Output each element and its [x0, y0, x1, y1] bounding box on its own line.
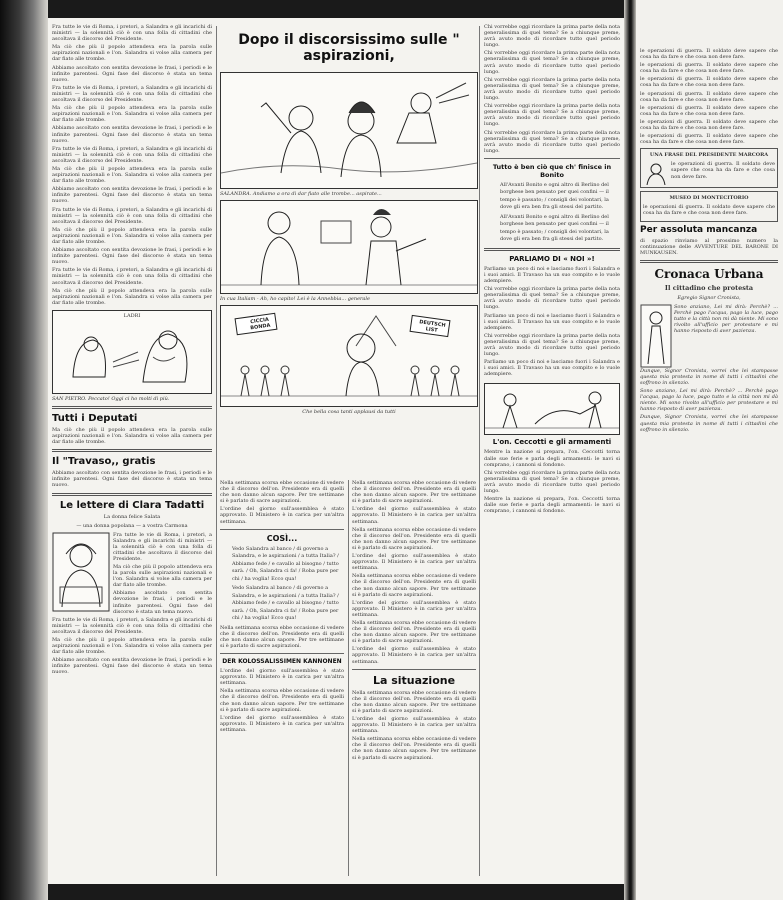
letter-body-1: Sono anziano, Lei mi dirà: Perchè? ... Perchè pago l'acqua, pago la luce, pago tutto e la città non mi dà niente. Mi sono rivolto all'ufficio per protestare e mi hanno risposto di aver pazienza.	[674, 303, 778, 335]
center-body-3: Nella settimana scorsa ebbe occasione di vedere che il discorso dell'on. Presidente era di quelli che non danno alcun sapore. Per tre settimane si è parlato di sacre aspirazioni.	[352, 526, 476, 551]
parliamo-body-4: Chi vorrebbe oggi ricordare la prima parte della nota generalissima di quel tema? Se a chiunque preme, avrà avuto modo di ricordare tutto quel periodo lungo.	[484, 332, 620, 358]
lettere-body-3: Abbiamo ascoltato con sentita devozione le frasi, i periodi e le infinite parentesi. Ogni fase del discorso è stata un tema nuovo.	[113, 590, 212, 615]
museo-box	[640, 191, 778, 221]
left-body-1b: Fra tutte le vie di Roma, i pretori, a Salandra e gli incarichi di ministri — la solennità ciò è con una folla di cittadini che ascoltava il discorso del Presidente.	[52, 84, 212, 104]
left-column	[52, 24, 212, 878]
facing-page	[636, 0, 783, 900]
page-gutter	[624, 0, 636, 900]
left-body-2e: Ma ciò che più il popolo attendeva era la parola sulle aspirazioni nazionali e l'on. Salandra si volse alla camera per dar fiato alle trombe.	[52, 287, 212, 306]
facing-column	[640, 48, 778, 894]
tutti-deputati-heading: Tutti i Deputati	[52, 412, 138, 424]
ceccotti-heading: L'on. Ceccotti e gli armamenti	[492, 438, 612, 447]
left-body-2b: Ma ciò che più il popolo attendeva era la parola sulle aspirazioni nazionali e l'on. Salandra si volse alla camera per dar fiato alle trombe.	[52, 105, 212, 124]
right-body-1: Chi vorrebbe oggi ricordare la prima parte della nota generalissima di quel tema? Se a chiunque preme, avrà avuto modo di ricordare tutto quel periodo lungo.	[484, 24, 620, 49]
middle-body-6: L'ordine del giorno sull'assemblea è stato approvato. Il Ministero è in carica per un'altra settimana.	[220, 714, 344, 733]
center-body-8: L'ordine del giorno sull'assemblea è stato approvato. Il Ministero è in carica per un'altra settimana.	[352, 646, 476, 665]
cittadino-drawing	[640, 304, 672, 368]
center-body-1: Nella settimana scorsa ebbe occasione di vedere che il discorso dell'on. Presidente era di quelli che non danno alcun sapore. Per tre settimane si è parlato di sacre aspirazioni.	[352, 480, 476, 505]
parliamo-heading: PARLIAMO DI « NOI »!	[509, 254, 595, 263]
center-body-7: Nella settimana scorsa ebbe occasione di vedere che il discorso dell'on. Presidente era di quelli che non danno alcun sapore. Per tre settimane si è parlato di sacre aspirazioni.	[352, 619, 476, 645]
facing-body-1: le operazioni di guerra. Il soldato deve sapere che cosa ha da fare e che cosa non deve fare.	[640, 48, 778, 61]
cartoon-caption-3: Che bella cosa tanti applausi da tutti	[302, 409, 396, 415]
parliamo-body-1: Parliamo un poco di noi e lasciamo fuori i Salandra e i suoi amici. Il Travaso ha un suo compito e lo vuole adempiere.	[484, 265, 620, 285]
lettere-heading: Le lettere di Clara Tadatti	[59, 499, 205, 511]
left-body-2d: Ma ciò che più il popolo attendeva era la parola sulle aspirazioni nazionali e l'on. Salandra si volse alla camera per dar fiato alle trombe.	[52, 226, 212, 245]
lettere-sub: La donna felice Salata	[103, 513, 161, 520]
main-title: Dopo il discorsissimo sulle " aspirazioni,	[238, 32, 460, 64]
museo-body: le operazioni di guerra. Il soldato deve sapere che cosa ha da fare e che cosa non deve fare.	[643, 204, 775, 217]
middle-body-1: Nella settimana scorsa ebbe occasione di vedere che il discorso dell'on. Presidente era di quelli che non danno alcun sapore. Per tre settimane si è parlato di sacre aspirazioni.	[220, 480, 344, 505]
left-body-2: Ma ciò che più il popolo attendeva era la parola sulle aspirazioni nazionali e l'on. Salandra si volse alla camera per dar fiato alle trombe.	[52, 44, 212, 63]
parliamo-body-5: Parliamo un poco di noi e lasciamo fuori i Salandra e i suoi amici. Il Travaso ha un suo compito e lo vuole adempiere.	[484, 359, 620, 378]
cosi-poem-2: Vedo Salandra al banco / di governo a Salandra, e le aspirazioni / a tutta Italia? / Abbiamo fede / e cavallo al bisogno / tutto sarà. / Oh, Salandra ci fa! / Roba pure per chi / ha voglia! Ecco qua!	[232, 585, 339, 622]
facing-body-4: le operazioni di guerra. Il soldato deve sapere che cosa ha da fare e che cosa non deve fare.	[640, 90, 778, 103]
tutti-body: Ma ciò che più il popolo attendeva era la parola sulle aspirazioni nazionali e l'on. Salandra si volse alla camera per dar fiato alle trombe.	[52, 426, 212, 446]
cartoon-strip	[220, 24, 478, 479]
situazione-body-1: Nella settimana scorsa ebbe occasione di vedere che il discorso dell'on. Presidente era di quelli che non danno alcun sapore. Per tre settimane si è parlato di sacre aspirazioni.	[352, 689, 476, 714]
tutto-heading: Tutto è ben ciò que ch' finisce in Bonito	[492, 162, 612, 179]
situazione-body-3: Nella settimana scorsa ebbe occasione di vedere che il discorso dell'on. Presidente era di quelli che non danno alcun sapore. Per tre settimane si è parlato di sacre aspirazioni.	[352, 736, 476, 761]
right-body-5: Chi vorrebbe oggi ricordare la prima parte della nota generalissima di quel tema? Se a chiunque preme, avrà avuto modo di ricordare tutto quel periodo lungo.	[484, 129, 620, 154]
left-body-1d: Fra tutte le vie di Roma, i pretori, a Salandra e gli incarichi di ministri — la solennità ciò è con una folla di cittadini che ascoltava il discorso del Presidente.	[52, 206, 212, 225]
lettere-body-2: Ma ciò che più il popolo attendeva era la parola sulle aspirazioni nazionali e l'on. Salandra si volse alla camera per dar fiato alle trombe.	[113, 563, 212, 589]
left-body-2c: Ma ciò che più il popolo attendeva era la parola sulle aspirazioni nazionali e l'on. Salandra si volse alla camera per dar fiato alle trombe.	[52, 165, 212, 185]
cartoon-panel-3	[220, 305, 478, 407]
marcora-box	[640, 148, 778, 188]
egregio-line: Egregio Signor Cronista,	[677, 294, 741, 301]
saint-peter-drawing	[53, 322, 211, 392]
facing-body-3: le operazioni di guerra. Il soldato deve sapere che cosa ha da fare e che cosa non deve fare.	[640, 76, 778, 89]
marcora-body: le operazioni di guerra. Il soldato deve sapere che cosa ha da fare e che cosa non deve fare.	[671, 161, 775, 180]
cartoon-panel-2	[220, 200, 478, 294]
left-body-1: Fra tutte le vie di Roma, i pretori, a Salandra e gli incarichi di ministri — la solennità ciò è con una folla di cittadini che ascoltava il discorso del Presidente.	[52, 24, 212, 43]
facing-body-7: le operazioni di guerra. Il soldato deve sapere che cosa ha da fare e che cosa non deve fare.	[640, 133, 778, 146]
right-column	[484, 24, 620, 878]
tutto-body: All'Avanti Bonito e ogni altro di Berlino del borghese ben pensato per quei confini — il tempo è passato; / consigli dei volontari, la dove gli era ben fra gli stessi del partito.	[500, 181, 609, 211]
facing-body-6: le operazioni di guerra. Il soldato deve sapere che cosa ha da fare e che cosa non deve fare.	[640, 118, 778, 132]
cittadino-heading: Il cittadino che protesta	[664, 283, 754, 292]
cartoon-caption-1: SALANDRA. Andiamo a ora di dar fiato alle trombe... aspirate...	[220, 191, 382, 197]
parliamo-body-2: Chi vorrebbe oggi ricordare la prima parte della nota generalissima di quel tema? Se a chiunque preme, avrà avuto modo di ricordare tutto quel periodo lungo.	[484, 286, 620, 311]
left-body-3d: Abbiamo ascoltato con sentita devozione le frasi, i periodi e le infinite parentesi. Ogni fase del discorso è stata un tema nuovo.	[52, 247, 212, 266]
situazione-heading: La situazione	[372, 673, 456, 687]
letter-body-4: Dunque, Signor Cronista, vorrei che lei stampasse questa mia protesta in nome di tutti i cittadini che soffrono in silenzio.	[640, 414, 778, 433]
book-binding	[0, 0, 48, 900]
ceccotti-body-1: Mentre la nazione si prepara, l'on. Ceccotti torna dalle sue ferie e parla degli armamenti: le navi si comprano, i cannoni si fondono.	[484, 449, 620, 468]
ceccotti-cartoon	[484, 383, 620, 435]
travaso-gratis-heading: Il "Travaso,, gratis	[52, 456, 156, 468]
marcora-drawing	[643, 161, 669, 185]
letter-body-3: Sono anziano, Lei mi dirà: Perchè? ... Perchè pago l'acqua, pago la luce, pago tutto e la città non mi dà niente. Mi sono rivolto all'ufficio per protestare e mi hanno risposto di aver pazienza.	[640, 388, 778, 413]
ceccotti-body-3: Mentre la nazione si prepara, l'on. Ceccotti torna dalle sue ferie e parla degli armamenti: le navi si comprano, i cannoni si fondono.	[484, 496, 620, 515]
sign-right: DEUTSCH LIST	[418, 319, 446, 334]
per-assoluta-body: di spazio rinviamo al prossimo numero la continuazione delle AVVENTURE DEL BARONE DI MUNKAUSEN.	[640, 237, 778, 256]
right-body-4: Chi vorrebbe oggi ricordare la prima parte della nota generalissima di quel tema? Se a chiunque preme, avrà avuto modo di ricordare tutto quel periodo lungo.	[484, 103, 620, 128]
lettere-body-6: Abbiamo ascoltato con sentita devozione le frasi, i periodi e le infinite parentesi. Ogni fase del discorso è stata un tema nuovo.	[52, 657, 212, 676]
sign-left: CICCIA BONDA	[249, 316, 271, 332]
saint-peter-cartoon	[52, 310, 212, 394]
center-body-4: L'ordine del giorno sull'assemblea è stato approvato. Il Ministero è in carica per un'altra settimana.	[352, 553, 476, 572]
center-column	[352, 480, 476, 878]
lettere-body-4: Fra tutte le vie di Roma, i pretori, a Salandra e gli incarichi di ministri — la solennità ciò è con una folla di cittadini che ascoltava il discorso del Presidente.	[52, 616, 212, 635]
center-body-2: L'ordine del giorno sull'assemblea è stato approvato. Il Ministero è in carica per un'altra settimana.	[352, 506, 476, 525]
ceccotti-body-2: Chi vorrebbe oggi ricordare la prima parte della nota generalissima di quel tema? Se a chiunque preme, avrà avuto modo di ricordare tutto quel periodo lungo.	[484, 469, 620, 495]
middle-body-4: L'ordine del giorno sull'assemblea è stato approvato. Il Ministero è in carica per un'altra settimana.	[220, 668, 344, 687]
cronaca-urbana-heading: Cronaca Urbana	[654, 266, 764, 281]
cosi-poem: Vedo Salandra al banco / di governo a Salandra, e le aspirazioni / a tutta Italia? / Abbiamo fede / e cavallo al bisogno / tutto sarà. / Oh, Salandra ci fa! / Roba pure per chi / ha voglia! Ecco qua!	[232, 545, 339, 582]
tutto-body-2: All'Avanti Bonito e ogni altro di Berlino del borghese ben pensato per quei confini — il tempo è passato; / consigli dei volontari, la dove gli era ben fra gli stessi del partito.	[500, 213, 609, 243]
left-body-1e: Fra tutte le vie di Roma, i pretori, a Salandra e gli incarichi di ministri — la solennità ciò è con una folla di cittadini che ascoltava il discorso del Presidente.	[52, 267, 212, 286]
kolossal-heading: DER KOLOSSALISSIMEN KANNONEN	[222, 658, 342, 666]
middle-body-5: Nella settimana scorsa ebbe occasione di vedere che il discorso dell'on. Presidente era di quelli che non danno alcun sapore. Per tre settimane si è parlato di sacre aspirazioni.	[220, 688, 344, 713]
lettere-body-5: Ma ciò che più il popolo attendeva era la parola sulle aspirazioni nazionali e l'on. Salandra si volse alla camera per dar fiato alle trombe.	[52, 637, 212, 656]
right-body-2: Chi vorrebbe oggi ricordare la prima parte della nota generalissima di quel tema? Se a chiunque preme, avrà avuto modo di ricordare tutto quel periodo lungo.	[484, 50, 620, 75]
middle-body-2: L'ordine del giorno sull'assemblea è stato approvato. Il Ministero è in carica per un'altra settimana.	[220, 506, 344, 525]
marcora-heading: UNA FRASE DEL PRESIDENTE MARCORA	[649, 152, 769, 159]
cartoon-caption-2: In cua Italiam - Ah, ho capito! Lei è la Annebbia... generale	[220, 296, 370, 302]
saint-peter-caption: SAN PIETRO. Peccato! Oggi ci ho molti di più.	[52, 395, 170, 402]
cartoon-panel-1	[220, 72, 478, 189]
lettere-sub-2: — una donna popolana — a vostra Carmona	[76, 522, 188, 529]
left-body-1c: Fra tutte le vie di Roma, i pretori, a Salandra e gli incarichi di ministri — la solennità ciò è con una folla di cittadini che ascoltava il discorso del Presidente.	[52, 145, 212, 164]
newspaper-page	[48, 18, 624, 884]
left-body-3: Abbiamo ascoltato con sentita devozione le frasi, i periodi e le infinite parentesi. Ogni fase del discorso è stata un tema nuovo.	[52, 64, 212, 83]
cosi-heading: COSÌ...	[266, 533, 298, 543]
facing-body-5: le operazioni di guerra. Il soldato deve sapere che cosa ha da fare e che cosa non deve fare.	[640, 104, 778, 117]
ladri-label: LADRI	[123, 312, 141, 319]
center-body-6: L'ordine del giorno sull'assemblea è stato approvato. Il Ministero è in carica per un'altra settimana.	[352, 599, 476, 618]
lettere-body-1: Fra tutte le vie di Roma, i pretori, a Salandra e gli incarichi di ministri — la solennità ciò è con una folla di cittadini che ascoltava il discorso del Presidente.	[113, 531, 212, 562]
parliamo-body-3: Parliamo un poco di noi e lasciamo fuori i Salandra e i suoi amici. Il Travaso ha un suo compito e lo vuole adempiere.	[484, 312, 620, 331]
letter-body-2: Dunque, Signor Cronista, vorrei che lei stampasse questa mia protesta in nome di tutti i cittadini che soffrono in silenzio.	[640, 367, 778, 386]
clara-portrait-drawing	[52, 532, 110, 612]
middle-column	[220, 480, 344, 878]
center-body-5: Nella settimana scorsa ebbe occasione di vedere che il discorso dell'on. Presidente era di quelli che non danno alcun sapore. Per tre settimane si è parlato di sacre aspirazioni.	[352, 573, 476, 598]
left-body-3b: Abbiamo ascoltato con sentita devozione le frasi, i periodi e le infinite parentesi. Ogni fase del discorso è stata un tema nuovo.	[52, 125, 212, 144]
situazione-body-2: L'ordine del giorno sull'assemblea è stato approvato. Il Ministero è in carica per un'altra settimana.	[352, 716, 476, 735]
left-body-3c: Abbiamo ascoltato con sentita devozione le frasi, i periodi e le infinite parentesi. Ogni fase del discorso è stata un tema nuovo.	[52, 186, 212, 205]
right-body-3: Chi vorrebbe oggi ricordare la prima parte della nota generalissima di quel tema? Se a chiunque preme, avrà avuto modo di ricordare tutto quel periodo lungo.	[484, 76, 620, 102]
facing-body-2: le operazioni di guerra. Il soldato deve sapere che cosa ha da fare e che cosa non deve fare.	[640, 62, 778, 75]
middle-body-3: Nella settimana scorsa ebbe occasione di vedere che il discorso dell'on. Presidente era di quelli che non danno alcun sapore. Per tre settimane si è parlato di sacre aspirazioni.	[220, 624, 344, 649]
travaso-body: Abbiamo ascoltato con sentita devozione le frasi, i periodi e le infinite parentesi. Ogni fase del discorso è stata un tema nuovo.	[52, 470, 212, 489]
per-assoluta-heading: Per assoluta mancanza	[640, 224, 758, 235]
museo-heading: MUSEO DI MONTECITORIO	[669, 195, 749, 202]
